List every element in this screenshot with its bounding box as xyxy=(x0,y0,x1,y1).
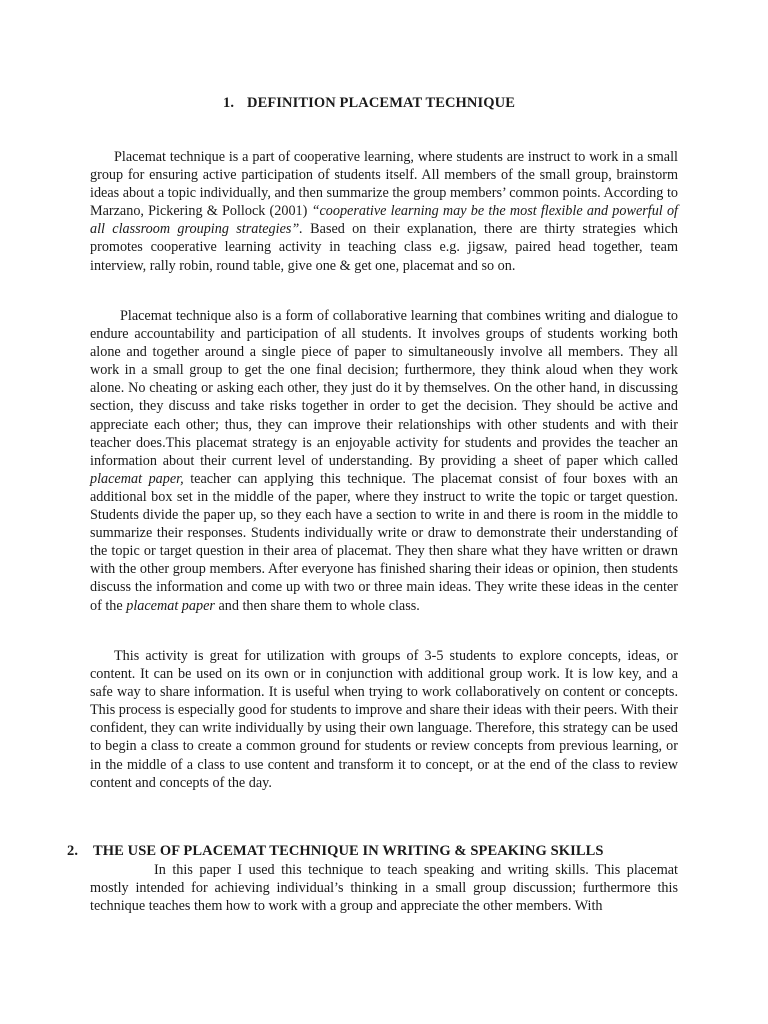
paragraph-2-text-c: and then share them to whole class. xyxy=(214,597,420,614)
paragraph-1 xyxy=(90,148,678,275)
section-number-2: 2. xyxy=(67,843,79,859)
paragraph-2-text-a: Placemat technique also is a form of collaborative learning that combines writing and dialogue to endure accountability and participation of all students. It involves groups of students working both alone and together around a single piece of paper to simultaneously involve all members. They all work in a small group to get the one final decision; furthermore, they think aloud when they work alone. No cheating or asking each other, they just do it by themselves. On the other hand, in discussing section, they discuss and take risks together in order to get the decision. They should be active and appreciate each other; thus, they can improve their relationships with other students and with their teacher does.This placemat strategy is an enjoyable activity for students and provides the teacher an information about their current level of understanding. By providing a sheet of paper which called xyxy=(90,308,678,469)
paragraph-3-text: This activity is great for utilization with groups of 3-5 students to explore concepts, ideas, or content. It can be used on its own or in conjunction with additional group work. It is low key, and a safe way to share information. It is useful when trying to work collaboratively on content or concepts. This process is especially good for students to improve and share their ideas with their peers. With their confident, they can write individually by using their own language. Therefore, this strategy can be used to begin a class to create a common ground for students or review concepts from previous learning, or in the middle of a class to use content and transform it to concept, or at the end of the class to review content and concepts of the day. xyxy=(90,648,678,791)
section-heading-1 xyxy=(223,95,515,112)
section-title-2: THE USE OF PLACEMAT TECHNIQUE IN WRITING & SPEAKING SKILLS xyxy=(93,843,604,859)
paragraph-2-italic-placemat-paper-2: placemat paper xyxy=(126,597,215,614)
section-number-1: 1. xyxy=(223,95,235,111)
paragraph-3 xyxy=(90,647,678,792)
paragraph-2-text-b: teacher can applying this technique. The placemat consist of four boxes with an additional box set in the middle of the paper, where they instruct to write the topic or target question. Students divide the paper up, so they each have a section to write in and there is room in the middle to summarize their responses. Students individually write or draw to demonstrate their understanding of the topic or target question in their area of placemat. They then share what they have written or drawn with the other group members. After everyone has finished sharing their ideas or opinion, then students discuss the information and come up with two or three main ideas. They write these ideas in the center of the xyxy=(90,470,678,614)
section-heading-2 xyxy=(67,843,604,860)
paragraph-4 xyxy=(90,861,678,915)
paragraph-1-quote: “cooperative learning may be the most flexible and powerful of all classroom grouping strategies”. xyxy=(90,203,678,238)
section-title-1: DEFINITION PLACEMAT TECHNIQUE xyxy=(247,95,515,111)
paragraph-1-text-b: Based on their explanation, there are thirty strategies which promotes cooperative learning activity in teaching class e.g. jigsaw, paired head together, team interview, rally robin, round table, give one & get one, placemat and so on. xyxy=(90,221,678,274)
paragraph-4-text: In this paper I used this technique to teach speaking and writing skills. This placemat mostly intended for achieving individual’s thinking in a small group discussion; furthermore this technique teaches them how to work with a group and appreciate the other members. With xyxy=(90,862,678,915)
paragraph-1-text-a: Placemat technique is a part of cooperative learning, where students are instruct to work in a small group for ensuring active participation of students itself. All members of the small group, brainstorm ideas about a topic individually, and then summarize the group members’ common points. According to Marzano, Pickering & Pollock (2001) xyxy=(90,149,678,220)
paragraph-2-italic-placemat-paper-1: placemat paper, xyxy=(90,470,184,487)
paragraph-2 xyxy=(90,307,678,615)
